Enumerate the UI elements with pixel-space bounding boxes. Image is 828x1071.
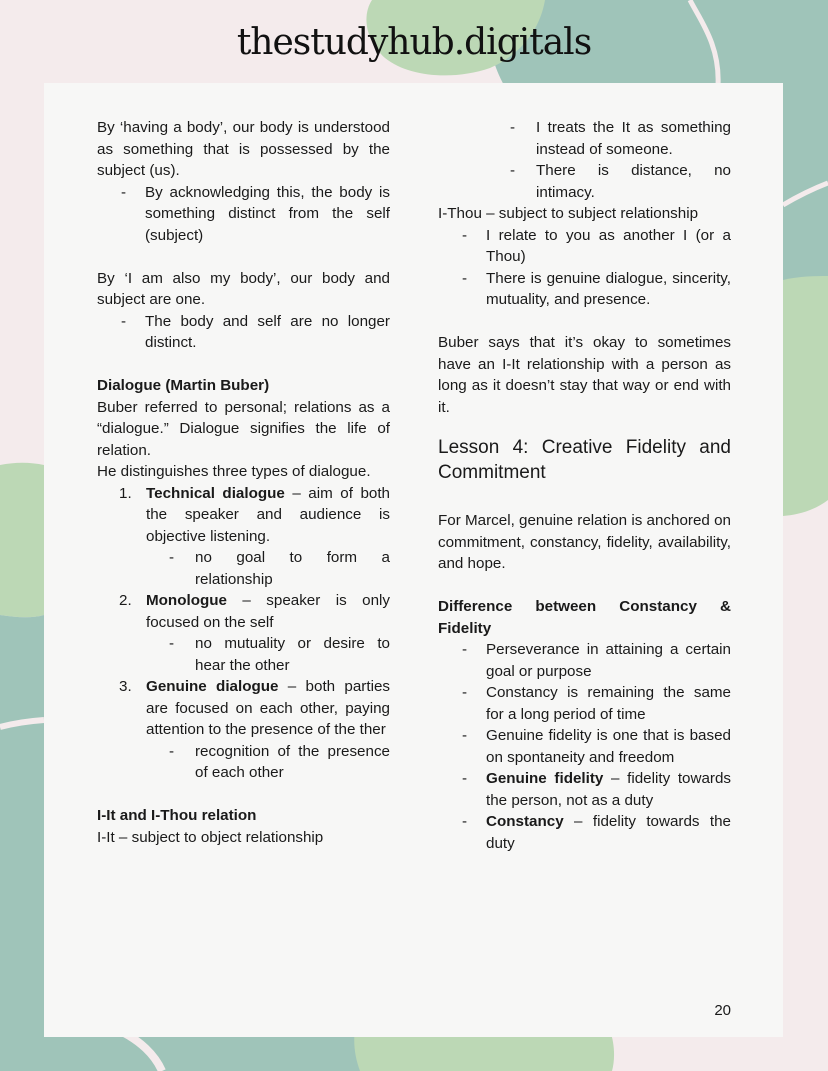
i-thou-bullet: - I relate to you as another I (or a Thou) [462,226,731,265]
difference-bullet: - Genuine fidelity – fidelity towards the person, not as a duty [462,770,731,809]
right-column [438,117,731,854]
am-body-bullet: - The body and self are no longer distinct. [97,311,390,354]
having-body-paragraph: By ‘having a body’, our body is understood as something that is possessed by the subject (us). [97,119,390,179]
dialogue-type-sub: - recognition of the presence of each other [169,742,390,781]
am-body-paragraph: By ‘I am also my body’, our body and subject are one. [97,269,390,308]
dash-bullet: - [121,183,127,201]
relation-heading: I-It and I-Thou relation [97,807,257,824]
dialogue-types-intro: He distinguishes three types of dialogue. [97,463,371,480]
difference-bullet: - Genuine fidelity is one that is based on spontaneity and freedom [462,727,731,766]
lesson-title: Lesson 4: Creative Fidelity and Commitment [438,437,731,483]
having-body-bullet: - By acknowledging this, the body is something distinct from the self (subject) [97,182,390,247]
difference-bullet: - Constancy is remaining the same for a long period of time [462,684,731,723]
dialogue-type-term: Technical dialogue [146,484,285,502]
dialogue-intro: Buber referred to personal; relations as a “dialogue.” Dialogue signifies the life of relation. [97,398,390,459]
marcel-paragraph: For Marcel, genuine relation is anchored on commitment, constancy, fidelity, availability, and hope. [438,512,731,572]
difference-bullet: - Perseverance in attaining a certain goal or purpose [462,641,731,680]
dialogue-type-sub: - no mutuality or desire to hear the other [169,635,390,674]
buber-note: Buber says that it’s okay to sometimes have an I-It relationship with a person as long as it doesn’t stay that way or end with it. [438,334,731,416]
dialogue-type-item: 1. Technical dialogue – aim of both the speaker and audience is objective listening. [119,484,390,545]
i-it-bullet: - There is distance, no intimacy. [510,162,731,201]
dialogue-type-term: Monologue [146,592,227,609]
i-it-bullet: - I treats the It as something instead of someone. [510,119,731,158]
brand-title: thestudyhub.digitals [236,22,592,63]
i-it-definition: I-It – subject to object relationship [97,828,324,846]
left-column [97,117,390,848]
difference-bullet: - Constancy – fidelity towards the duty [462,813,731,852]
dialogue-heading: Dialogue (Martin Buber) [97,377,270,394]
dialogue-type-sub: - no goal to form a relationship [169,549,390,588]
i-thou-bullet: - There is genuine dialogue, sincerity, mutuality, and presence. [462,269,731,308]
dash-bullet: - [121,312,127,330]
dialogue-type-item: 3. Genuine dialogue – both parties are focused on each other, paying attention to the presence of the ther [119,678,390,738]
dialogue-type-item: 2. Monologue – speaker is only focused on the self [119,592,390,631]
page-number: 20 [714,1002,731,1019]
i-thou-definition: I-Thou – subject to subject relationship [438,205,699,222]
difference-heading: Difference between Constancy & Fidelity [438,598,731,637]
dialogue-type-term: Genuine dialogue [146,678,279,695]
